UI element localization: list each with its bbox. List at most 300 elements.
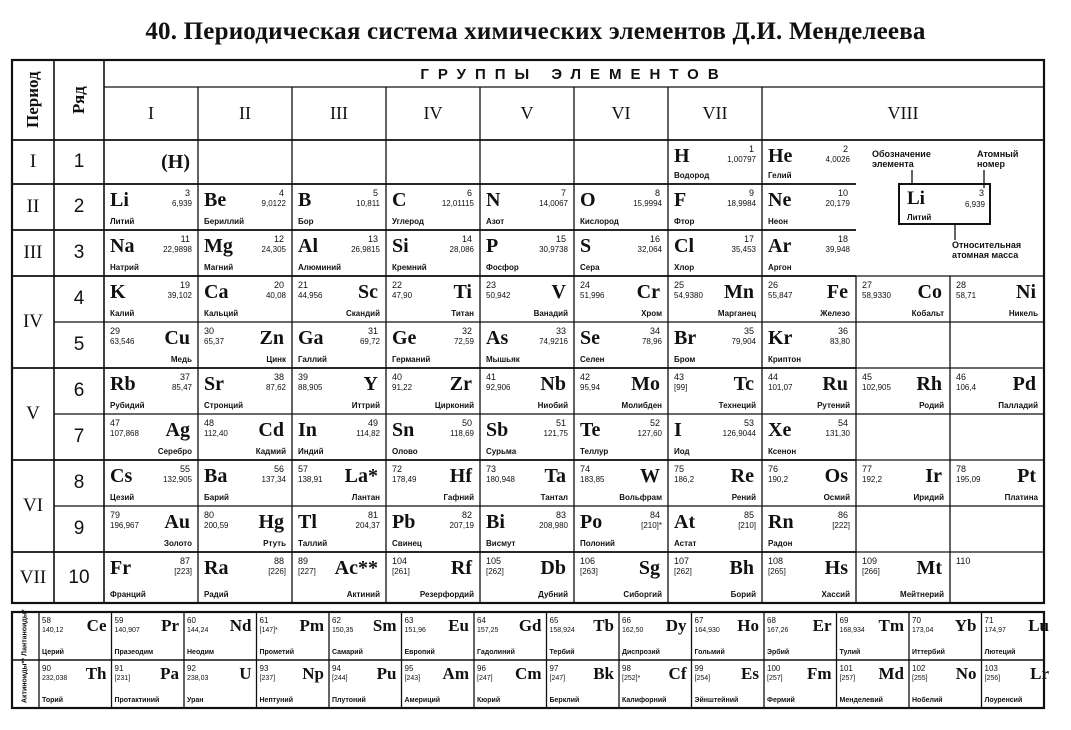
element-cell[interactable] xyxy=(856,276,950,322)
atomic-number: 56 xyxy=(273,464,284,474)
element-cell[interactable] xyxy=(668,414,762,460)
element-cell[interactable] xyxy=(856,368,950,414)
atomic-number: 71 xyxy=(984,616,994,625)
lanthanide-cell[interactable] xyxy=(547,612,620,660)
atomic-number: 60 xyxy=(187,616,196,625)
element-symbol: Fr xyxy=(110,557,132,579)
element-cell[interactable] xyxy=(668,322,762,368)
element-cell[interactable] xyxy=(480,552,574,603)
atomic-mass: 91,22 xyxy=(392,383,413,392)
element-name: Резерфордий xyxy=(419,590,474,599)
atomic-mass: [231] xyxy=(114,675,131,682)
element-cell[interactable] xyxy=(386,276,480,322)
lanthanide-cell[interactable] xyxy=(909,612,982,660)
atomic-mass: 6,939 xyxy=(171,199,192,208)
element-name: Бром xyxy=(674,355,696,364)
group-header-4: IV xyxy=(423,103,443,123)
atomic-number: 13 xyxy=(367,234,378,244)
element-cell[interactable] xyxy=(856,460,950,506)
element-name: Фосфор xyxy=(486,263,519,272)
row-label-1: 1 xyxy=(73,151,85,172)
actinide-cell[interactable] xyxy=(184,660,257,708)
atomic-number: 36 xyxy=(837,326,848,336)
atomic-mass: 137,34 xyxy=(261,475,286,484)
element-symbol: Cs xyxy=(110,465,133,487)
element-cell[interactable] xyxy=(574,276,668,322)
period-label-5: V xyxy=(26,403,40,424)
element-cell[interactable] xyxy=(480,368,574,414)
element-cell[interactable] xyxy=(292,276,386,322)
atomic-mass: 101,07 xyxy=(768,383,793,392)
element-symbol: Rh xyxy=(916,373,942,395)
atomic-number: 23 xyxy=(486,280,497,290)
element-cell[interactable] xyxy=(668,230,762,276)
atomic-number: 95 xyxy=(404,664,414,673)
element-name: Радий xyxy=(204,590,229,599)
element-cell[interactable] xyxy=(480,506,574,552)
element-symbol: U xyxy=(239,664,252,683)
element-name: Индий xyxy=(298,447,324,456)
element-cell[interactable] xyxy=(668,140,762,184)
atomic-number: 29 xyxy=(110,326,121,336)
element-name: Бор xyxy=(298,217,314,226)
element-symbol: Li xyxy=(110,189,129,211)
atomic-number: 75 xyxy=(674,464,685,474)
atomic-mass: 204,37 xyxy=(355,521,380,530)
atomic-number: 18 xyxy=(837,234,848,244)
lanthanide-cell[interactable] xyxy=(982,612,1055,660)
atomic-number: 34 xyxy=(649,326,660,336)
element-cell[interactable] xyxy=(480,230,574,276)
element-name: Галлий xyxy=(298,355,327,364)
actinide-cell[interactable] xyxy=(257,660,330,708)
element-cell[interactable] xyxy=(198,230,292,276)
element-cell[interactable] xyxy=(668,276,762,322)
atomic-number: 2 xyxy=(842,144,848,154)
element-cell[interactable] xyxy=(292,460,386,506)
atomic-number: 39 xyxy=(298,372,309,382)
element-symbol: Mo xyxy=(631,373,660,395)
element-symbol: Hf xyxy=(449,465,472,487)
element-cell[interactable] xyxy=(762,140,856,184)
atomic-number: 28 xyxy=(956,280,967,290)
atomic-number: 82 xyxy=(461,510,472,520)
element-symbol: Rf xyxy=(450,557,472,579)
element-cell[interactable] xyxy=(104,414,198,460)
element-name: Тербий xyxy=(549,649,575,656)
element-cell[interactable] xyxy=(386,506,480,552)
element-cell[interactable] xyxy=(480,460,574,506)
lanthanide-cell[interactable] xyxy=(257,612,330,660)
atomic-mass: 39,948 xyxy=(825,245,850,254)
element-symbol: Ag xyxy=(165,419,190,441)
atomic-mass: 164,930 xyxy=(694,627,720,634)
element-symbol: Pa xyxy=(160,664,179,683)
element-cell[interactable] xyxy=(198,552,292,603)
atomic-mass: 47,90 xyxy=(392,291,413,300)
legend-symbol: Li xyxy=(907,188,925,209)
element-symbol: Bk xyxy=(593,664,614,683)
actinide-cell[interactable] xyxy=(909,660,982,708)
element-name: Платина xyxy=(1004,493,1038,502)
element-symbol: Ac** xyxy=(334,557,378,579)
atomic-number: 5 xyxy=(372,188,378,198)
element-name: Цирконий xyxy=(434,401,474,410)
element-name: Дубний xyxy=(538,590,568,599)
atomic-number: 47 xyxy=(110,418,121,428)
atomic-mass: 50,942 xyxy=(486,291,511,300)
element-cell[interactable] xyxy=(104,460,198,506)
element-cell[interactable] xyxy=(856,552,950,603)
element-name: Вольфрам xyxy=(619,493,662,502)
element-name: Полоний xyxy=(580,539,615,548)
lanthanide-cell[interactable] xyxy=(184,612,257,660)
element-cell[interactable] xyxy=(198,184,292,230)
atomic-number: 105 xyxy=(486,556,502,566)
element-name: Иод xyxy=(674,447,690,456)
atomic-number: 52 xyxy=(649,418,660,428)
element-cell[interactable] xyxy=(762,552,856,603)
element-name: Гольмий xyxy=(694,649,725,656)
atomic-number: 31 xyxy=(367,326,378,336)
actinide-cell[interactable] xyxy=(837,660,910,708)
atomic-number: 7 xyxy=(560,188,566,198)
row-label-5: 5 xyxy=(73,334,85,355)
element-name: Франций xyxy=(110,590,146,599)
atomic-mass: 232,038 xyxy=(42,675,68,682)
element-symbol: V xyxy=(551,281,566,303)
element-symbol: N xyxy=(486,189,501,211)
atomic-mass: 1,00797 xyxy=(727,155,756,164)
element-cell[interactable] xyxy=(668,460,762,506)
element-cell[interactable] xyxy=(292,184,386,230)
element-symbol: Pt xyxy=(1017,465,1036,487)
atomic-mass: 151,96 xyxy=(404,627,426,634)
atomic-number: 67 xyxy=(694,616,704,625)
element-name: Иттербий xyxy=(912,649,945,656)
atomic-number: 85 xyxy=(743,510,754,520)
actinide-cell[interactable] xyxy=(692,660,765,708)
lanthanide-cell[interactable] xyxy=(619,612,692,660)
actinide-cell[interactable] xyxy=(402,660,475,708)
row-label-4: 4 xyxy=(73,288,85,309)
atomic-mass: 79,904 xyxy=(731,337,756,346)
group-header-3: III xyxy=(330,103,348,123)
element-cell[interactable] xyxy=(574,322,668,368)
atomic-number: 20 xyxy=(273,280,284,290)
lanthanide-cell[interactable] xyxy=(112,612,185,660)
atomic-number: 54 xyxy=(837,418,848,428)
element-name: Олово xyxy=(392,447,418,456)
atomic-mass: [256] xyxy=(984,675,1001,682)
element-cell[interactable] xyxy=(762,230,856,276)
element-symbol: Sn xyxy=(392,419,415,441)
atomic-number: 16 xyxy=(649,234,660,244)
element-cell[interactable] xyxy=(386,414,480,460)
element-cell[interactable] xyxy=(104,276,198,322)
element-cell[interactable] xyxy=(668,184,762,230)
element-name: Германий xyxy=(392,355,431,364)
atomic-number: 98 xyxy=(622,664,631,673)
element-symbol: Ti xyxy=(453,281,472,303)
atomic-number: 33 xyxy=(555,326,566,336)
atomic-number: 37 xyxy=(179,372,190,382)
element-cell[interactable] xyxy=(104,322,198,368)
element-cell[interactable] xyxy=(950,368,1044,414)
element-symbol: Db xyxy=(540,557,566,579)
element-cell[interactable] xyxy=(762,368,856,414)
element-symbol: Rn xyxy=(768,511,794,533)
actinide-cell[interactable] xyxy=(547,660,620,708)
element-cell[interactable] xyxy=(198,414,292,460)
atomic-mass: 118,69 xyxy=(450,429,474,438)
element-cell[interactable] xyxy=(668,552,762,603)
atomic-mass: 58,71 xyxy=(956,291,977,300)
row-label-7: 7 xyxy=(73,426,85,447)
element-symbol: (H) xyxy=(161,151,190,173)
atomic-number: 69 xyxy=(839,616,849,625)
element-name: Серебро xyxy=(157,447,192,456)
element-cell[interactable] xyxy=(480,322,574,368)
atomic-mass: [263] xyxy=(580,567,598,576)
element-symbol: He xyxy=(768,145,793,167)
element-symbol: I xyxy=(674,419,682,441)
element-cell[interactable] xyxy=(574,552,668,603)
element-cell[interactable] xyxy=(198,368,292,414)
atomic-mass: 22,9898 xyxy=(163,245,192,254)
element-cell[interactable] xyxy=(292,506,386,552)
atomic-mass: [210]* xyxy=(641,521,662,530)
atomic-mass: 85,47 xyxy=(171,383,192,392)
group-header-5: V xyxy=(520,103,534,123)
actinide-cell[interactable] xyxy=(982,660,1055,708)
element-name: Нептуний xyxy=(259,697,294,704)
element-name: Гафний xyxy=(443,493,474,502)
element-cell[interactable] xyxy=(104,368,198,414)
atomic-mass: 195,09 xyxy=(956,475,981,484)
atomic-mass: 167,26 xyxy=(767,627,789,634)
element-cell[interactable] xyxy=(950,460,1044,506)
element-symbol: Cu xyxy=(164,327,190,349)
element-cell[interactable] xyxy=(574,506,668,552)
atomic-number: 45 xyxy=(862,372,873,382)
atomic-number: 41 xyxy=(486,372,497,382)
element-name: Неон xyxy=(768,217,788,226)
element-name: Литий xyxy=(110,217,135,226)
element-name: Свинец xyxy=(392,539,422,548)
atomic-mass: 83,80 xyxy=(829,337,850,346)
element-cell[interactable] xyxy=(762,414,856,460)
atomic-mass: [257] xyxy=(839,675,856,682)
element-symbol: Np xyxy=(302,664,324,683)
element-name: Ниобий xyxy=(537,401,568,410)
element-cell[interactable] xyxy=(762,184,856,230)
atomic-mass: 107,868 xyxy=(110,429,139,438)
element-symbol: Br xyxy=(674,327,697,349)
element-symbol: Au xyxy=(164,511,190,533)
lanthanide-cell[interactable] xyxy=(837,612,910,660)
element-cell[interactable] xyxy=(668,506,762,552)
period-label-3: III xyxy=(23,242,43,263)
element-cell[interactable] xyxy=(198,276,292,322)
element-cell[interactable] xyxy=(386,230,480,276)
element-cell[interactable] xyxy=(386,552,480,603)
element-symbol: No xyxy=(955,664,977,683)
element-cell[interactable] xyxy=(574,368,668,414)
page-title: 40. Периодическая система химических элементов Д.И. Менделеева xyxy=(145,18,926,45)
element-symbol: Tb xyxy=(593,616,614,635)
element-symbol: As xyxy=(486,327,509,349)
element-name: Алюминий xyxy=(298,263,342,272)
atomic-mass: 121,75 xyxy=(543,429,568,438)
element-cell[interactable] xyxy=(104,140,198,184)
atomic-mass: 114,82 xyxy=(356,429,380,438)
element-cell[interactable] xyxy=(292,322,386,368)
element-cell[interactable] xyxy=(386,460,480,506)
atomic-number: 1 xyxy=(748,144,754,154)
element-cell[interactable] xyxy=(668,368,762,414)
group-header-8: VIII xyxy=(887,103,919,123)
element-cell[interactable] xyxy=(574,184,668,230)
atomic-mass: [255] xyxy=(912,675,928,682)
atomic-number: 50 xyxy=(461,418,472,428)
actinide-cell[interactable] xyxy=(112,660,185,708)
element-symbol: Ar xyxy=(768,235,792,257)
element-cell[interactable] xyxy=(386,368,480,414)
element-name: Водород xyxy=(674,171,710,180)
atomic-mass: 10,811 xyxy=(356,199,380,208)
element-name: Кадмий xyxy=(255,447,286,456)
actinide-cell[interactable] xyxy=(39,660,112,708)
atomic-mass: [244] xyxy=(332,675,348,682)
element-symbol: Cf xyxy=(668,664,687,683)
element-name: Америций xyxy=(404,697,441,704)
element-cell[interactable] xyxy=(574,414,668,460)
element-cell[interactable] xyxy=(480,276,574,322)
atomic-mass: 18,9984 xyxy=(727,199,756,208)
element-cell[interactable] xyxy=(480,184,574,230)
atomic-mass: [99] xyxy=(674,383,688,392)
atomic-number: 40 xyxy=(392,372,403,382)
element-symbol: S xyxy=(580,235,592,257)
element-name: Барий xyxy=(204,493,229,502)
element-symbol: Sr xyxy=(204,373,224,395)
element-name: Магний xyxy=(204,263,234,272)
atomic-number: 63 xyxy=(404,616,414,625)
element-cell[interactable] xyxy=(292,368,386,414)
atomic-mass: 26,9815 xyxy=(351,245,380,254)
element-cell[interactable] xyxy=(104,506,198,552)
atomic-mass: 144,24 xyxy=(187,627,209,634)
lanthanide-cell[interactable] xyxy=(39,612,112,660)
element-cell[interactable] xyxy=(950,276,1044,322)
element-cell[interactable] xyxy=(198,322,292,368)
element-name: Борий xyxy=(730,590,756,599)
element-name: Калий xyxy=(110,309,135,318)
element-cell[interactable] xyxy=(950,552,1044,603)
element-cell[interactable] xyxy=(292,414,386,460)
atomic-mass: [227] xyxy=(298,567,316,576)
atomic-number: 21 xyxy=(298,280,309,290)
element-name: Сиборгий xyxy=(623,590,662,599)
lanthanide-cell[interactable] xyxy=(692,612,765,660)
element-cell[interactable] xyxy=(104,230,198,276)
atomic-number: 100 xyxy=(767,664,781,673)
element-cell[interactable] xyxy=(198,460,292,506)
lanthanide-cell[interactable] xyxy=(764,612,837,660)
atomic-number: 22 xyxy=(392,280,403,290)
atomic-number: 108 xyxy=(768,556,784,566)
actinide-cell[interactable] xyxy=(619,660,692,708)
element-cell[interactable] xyxy=(104,184,198,230)
element-cell[interactable] xyxy=(762,460,856,506)
atomic-mass: 150,35 xyxy=(332,627,354,634)
atomic-mass: 12,01115 xyxy=(441,199,474,208)
element-name: Осмий xyxy=(823,493,850,502)
element-name: Ванадий xyxy=(533,309,568,318)
element-symbol: Na xyxy=(110,235,135,257)
atomic-mass: 140,907 xyxy=(114,627,140,634)
element-name: Менделевий xyxy=(839,697,883,704)
element-cell[interactable] xyxy=(292,552,386,603)
atomic-mass: 140,12 xyxy=(42,627,64,634)
element-cell[interactable] xyxy=(762,322,856,368)
atomic-mass: 44,956 xyxy=(298,291,323,300)
element-symbol: Fe xyxy=(826,281,848,303)
atomic-number: 62 xyxy=(332,616,341,625)
atomic-number: 27 xyxy=(862,280,873,290)
atomic-mass: 174,97 xyxy=(984,627,1006,634)
atomic-mass: [266] xyxy=(862,567,880,576)
element-cell[interactable] xyxy=(480,414,574,460)
atomic-mass: 35,453 xyxy=(731,245,756,254)
lanthanide-cell[interactable] xyxy=(402,612,475,660)
element-name: Кюрий xyxy=(477,697,501,704)
atomic-mass: 183,85 xyxy=(580,475,605,484)
atomic-mass: 88,905 xyxy=(298,383,323,392)
atomic-number: 38 xyxy=(273,372,284,382)
element-symbol: Ba xyxy=(204,465,228,487)
element-cell[interactable] xyxy=(104,552,198,603)
element-cell[interactable] xyxy=(386,322,480,368)
element-cell[interactable] xyxy=(762,276,856,322)
element-cell[interactable] xyxy=(762,506,856,552)
element-symbol: Hs xyxy=(824,557,848,579)
element-name: Эрбий xyxy=(767,649,790,656)
element-symbol: Fm xyxy=(806,664,832,683)
actinide-cell[interactable] xyxy=(329,660,402,708)
legend-label-mass: Относительная атомная масса xyxy=(952,240,1022,260)
atomic-mass: 180,948 xyxy=(486,475,515,484)
element-cell[interactable] xyxy=(292,230,386,276)
actinide-cell[interactable] xyxy=(474,660,547,708)
element-symbol: O xyxy=(580,189,596,211)
atomic-number: 77 xyxy=(862,464,873,474)
atomic-mass: 63,546 xyxy=(110,337,135,346)
element-symbol: Pd xyxy=(1012,373,1036,395)
element-cell[interactable] xyxy=(574,230,668,276)
lanthanide-cell[interactable] xyxy=(329,612,402,660)
actinide-cell[interactable] xyxy=(764,660,837,708)
lanthanide-cell[interactable] xyxy=(474,612,547,660)
atomic-mass: [252]* xyxy=(622,675,641,682)
row-header: Ряд xyxy=(69,86,88,114)
element-symbol: Pr xyxy=(161,616,179,635)
element-cell[interactable] xyxy=(386,184,480,230)
element-cell[interactable] xyxy=(574,460,668,506)
atomic-number: 80 xyxy=(204,510,215,520)
element-cell[interactable] xyxy=(198,506,292,552)
